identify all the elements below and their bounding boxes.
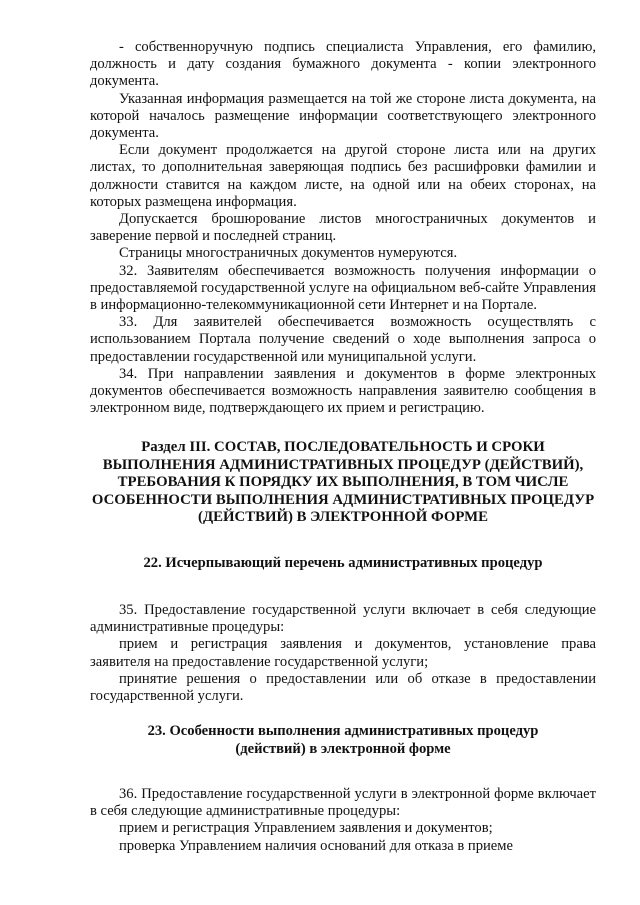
subsection-23-line-2: (действий) в электронной форме bbox=[235, 740, 451, 757]
paragraph-numbering: Страницы многостраничных документов нумеруются. bbox=[119, 245, 458, 262]
paragraph-info-side: Указанная информация размещается на той же стороне листа документа, на которой началось размещение информации соответствующего электронного документа. bbox=[90, 90, 596, 142]
paragraph-32: 32. Заявителям обеспечивается возможность получения информации о предоставляемой государственной услуге на официальном веб-сайте Управления в информационно-телекоммуникационной сети Интернет и на Портале. bbox=[90, 262, 596, 314]
paragraph-35-item-2: принятие решения о предоставлении или об отказе в предоставлении государственной услуги. bbox=[90, 670, 596, 704]
paragraph-36: 36. Предоставление государственной услуги в электронной форме включает в себя следующие административные процедуры: bbox=[90, 785, 596, 820]
section-title: Раздел III. СОСТАВ, ПОСЛЕДОВАТЕЛЬНОСТЬ И СРОКИ ВЫПОЛНЕНИЯ АДМИНИСТРАТИВНЫХ ПРОЦЕДУР (ДЕЙСТВИЙ), ТРЕБОВАНИЯ К ПОРЯДКУ ИХ ВЫПОЛНЕНИЯ, В ТОМ ЧИСЛЕ ОСОБЕННОСТИ ВЫПОЛНЕНИЯ АДМИНИСТРАТИВНЫХ ПРОЦЕДУР (ДЕЙСТВИЙ) В ЭЛЕКТРОННОЙ ФОРМЕ bbox=[91, 439, 595, 526]
paragraph-35: 35. Предоставление государственной услуги включает в себя следующие административные процедуры: bbox=[90, 601, 596, 636]
paragraph-binding: Допускается брошюрование листов многостраничных документов и заверение первой и последней страниц. bbox=[90, 211, 596, 245]
paragraph-signature: - собственноручную подпись специалиста Управления, его фамилию, должность и дату создания бумажного документа - копии электронного документа. bbox=[90, 39, 596, 90]
paragraph-36-item-1: прием и регистрация Управлением заявления и документов; bbox=[119, 820, 493, 837]
paragraph-continue: Если документ продолжается на другой стороне листа или на других листах, то дополнительная заверяющая подпись без расшифровки фамилии и должности ставится на каждом листе, на одной или на обеих сторонах, на которых размещена информация. bbox=[90, 142, 596, 210]
subsection-22-title: 22. Исчерпывающий перечень административных процедур bbox=[143, 554, 543, 571]
subsection-23-title bbox=[90, 723, 596, 758]
paragraph-34: 34. При направлении заявления и документов в форме электронных документов обеспечивается возможность направления заявителю сообщения в электронном виде, подтверждающего их прием и регистрацию. bbox=[90, 365, 596, 417]
paragraph-35-item-1: прием и регистрация заявления и документов, установление права заявителя на предоставление государственной услуги; bbox=[90, 636, 596, 670]
document-page bbox=[90, 39, 596, 855]
subsection-23-line-1: 23. Особенности выполнения административных процедур bbox=[147, 723, 539, 740]
paragraph-36-item-2: проверка Управлением наличия оснований для отказа в приеме bbox=[119, 837, 514, 854]
paragraph-33: 33. Для заявителей обеспечивается возможность осуществлять с использованием Портала получение сведений о ходе выполнения запроса о предоставлении государственной или муниципальной услуги. bbox=[90, 314, 596, 365]
